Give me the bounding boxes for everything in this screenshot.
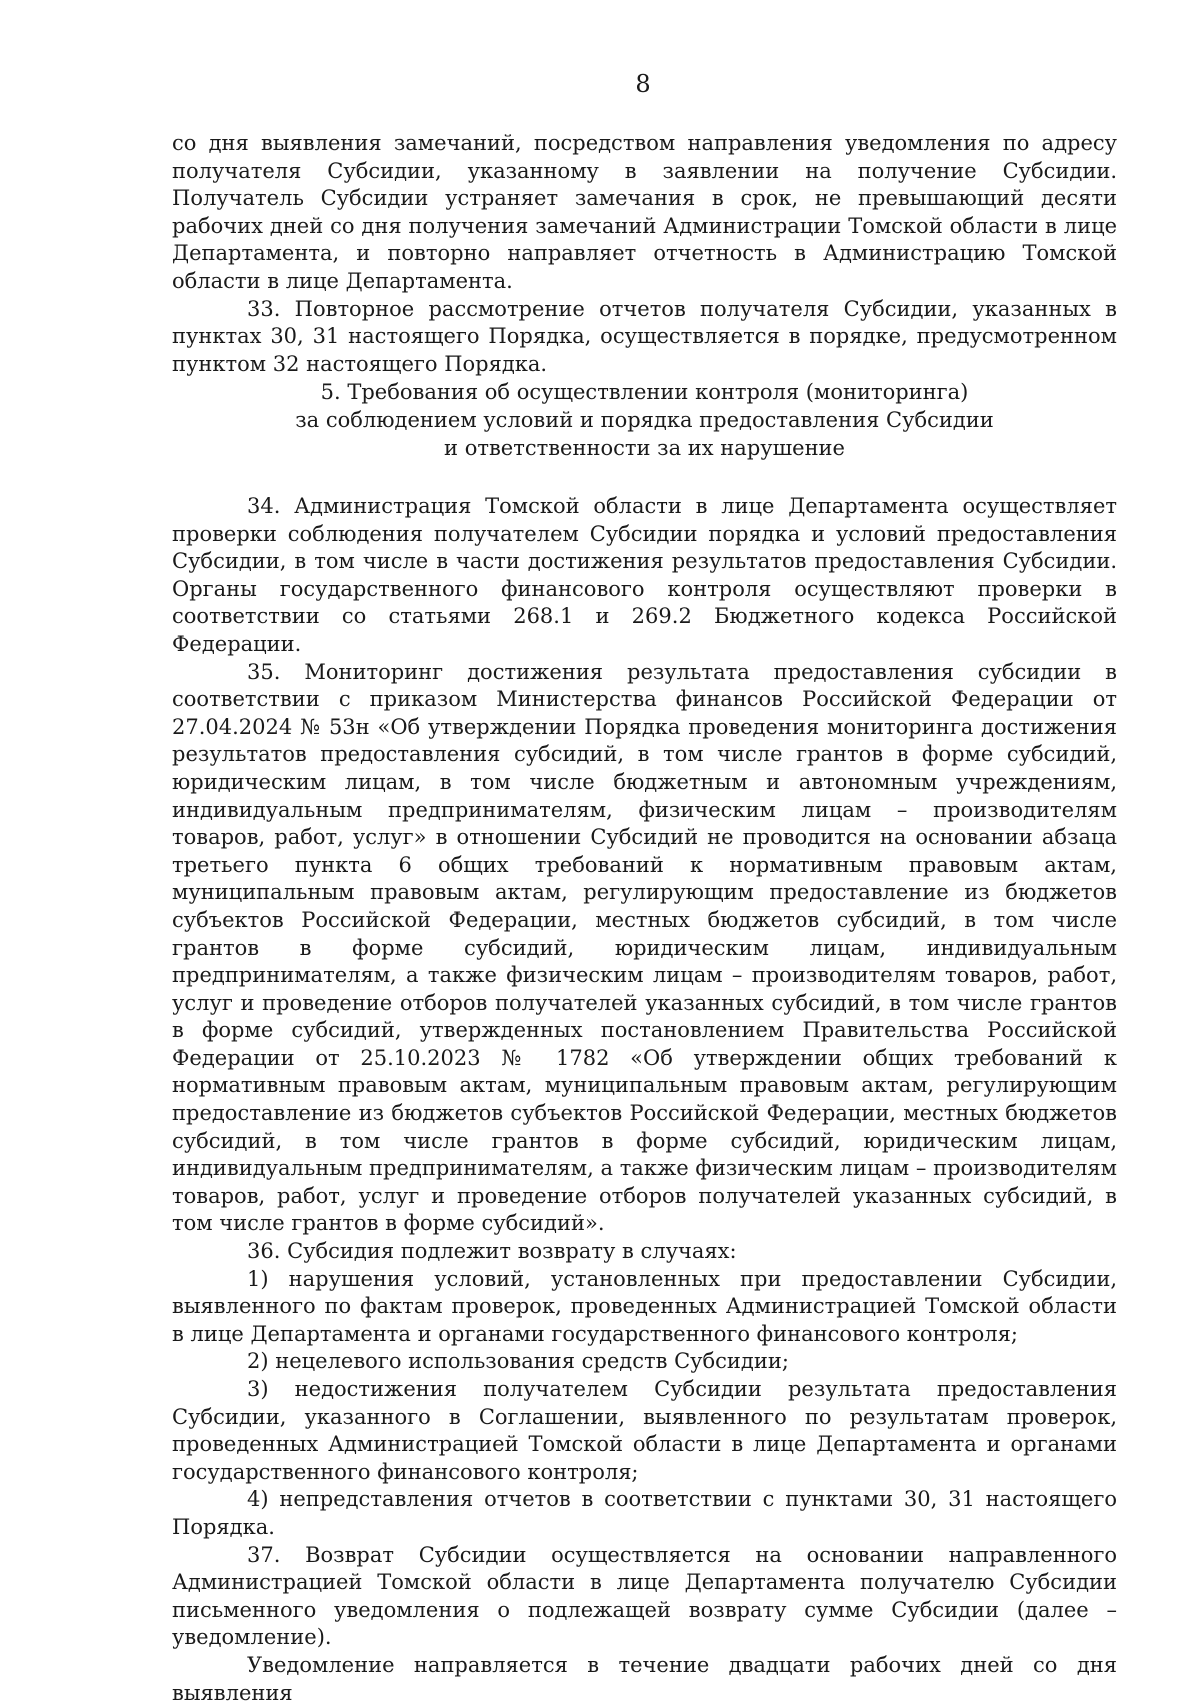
list-item-1: 1) нарушения условий, установленных при предоставлении Субсидии, выявленного по фактам проверок, проведенных Администрацией Томской области в лице Департамента и органами государственного финансового контроля; [172,1266,1117,1346]
section-heading [172,378,1117,462]
main-text-block [172,493,1117,1707]
paragraph-notification: Уведомление направляется в течение двадцати рабочих дней со дня выявления [172,1652,1117,1705]
paragraph-34: 34. Администрация Томской области в лице Департамента осуществляет проверки соблюдения получателем Субсидии порядка и условий предоставления Субсидии, в том числе в части достижения результатов предоставления Субсидии. Органы государственного финансового контроля осуществляют проверки в соответствии со статьями 268.1 и 269.2 Бюджетного кодекса Российской Федерации. [172,494,1117,656]
top-text-block [172,130,1117,378]
paragraph-35: 35. Мониторинг достижения результата предоставления субсидии в соответствии с приказом Министерства финансов Российской Федерации от 27.04.2024 № 53н «Об утверждении Порядка проведения мониторинга достижения результатов предоставления субсидий, в том числе грантов в форме субсидий, юридическим лицам, в том числе бюджетным и автономным учреждениям, индивидуальным предпринимателям, физическим лицам – производителям товаров, работ, услуг» в отношении Субсидий не проводится на основании абзаца третьего пункта 6 общих требований к нормативным правовым актам, муниципальным правовым актам, регулирующим предоставление из бюджетов субъектов Российской Федерации, местных бюджетов субсидий, в том числе грантов в форме субсидий, юридическим лицам, индивидуальным предпринимателям, а также физическим лицам – производителям товаров, работ, услуг и проведение отборов получателей указанных субсидий, в том числе грантов в форме субсидий, утвержденных постановлением Правительства Российской Федерации от 25.10.2023 № 1782 «Об утверждении общих требований к нормативным правовым актам, муниципальным правовым актам, регулирующим предоставление из бюджетов субъектов Российской Федерации, местных бюджетов субсидий, в том числе грантов в форме субсидий, юридическим лицам, индивидуальным предпринимателям, а также физическим лицам – производителям товаров, работ, услуг и проведение отборов получателей указанных субсидий, в том числе грантов в форме субсидий». [172,659,1117,1236]
paragraph-37: 37. Возврат Субсидии осуществляется на основании направленного Администрацией Томской области в лице Департамента получателю Субсидии письменного уведомления о подлежащей возврату сумме Субсидии (далее – уведомление). [172,1542,1117,1650]
paragraph-33: 33. Повторное рассмотрение отчетов получателя Субсидии, указанных в пунктах 30, 31 настоящего Порядка, осуществляется в порядке, предусмотренном пунктом 32 настоящего Порядка. [172,296,1117,376]
paragraph-36: 36. Субсидия подлежит возврату в случаях: [247,1239,737,1264]
section-heading-line-1: 5. Требования об осуществлении контроля (мониторинга) [320,380,969,404]
page-number: 8 [635,70,651,98]
list-item-4: 4) непредставления отчетов в соответствии с пунктами 30, 31 настоящего Порядка. [172,1487,1117,1539]
section-heading-line-2: за соблюдением условий и порядка предоставления Субсидии [295,408,994,432]
paragraph-continuation: со дня выявления замечаний, посредством направления уведомления по адресу получателя Субсидии, указанному в заявлении на получение Субсидии. Получатель Субсидии устраняет замечания в срок, не превышающий десяти рабочих дней со дня получения замечаний Администрации Томской области в лице Департамента, и повторно направляет отчетность в Администрацию Томской области в лице Департамента. [172,131,1117,293]
list-item-3: 3) недостижения получателем Субсидии результата предоставления Субсидии, указанного в Соглашении, выявленного по результатам проверок, проведенных Администрацией Томской области в лице Департамента и органами государственного финансового контроля; [172,1377,1117,1484]
list-item-2: 2) нецелевого использования средств Субсидии; [247,1349,789,1374]
section-heading-line-3: и ответственности за их нарушение [444,436,845,460]
